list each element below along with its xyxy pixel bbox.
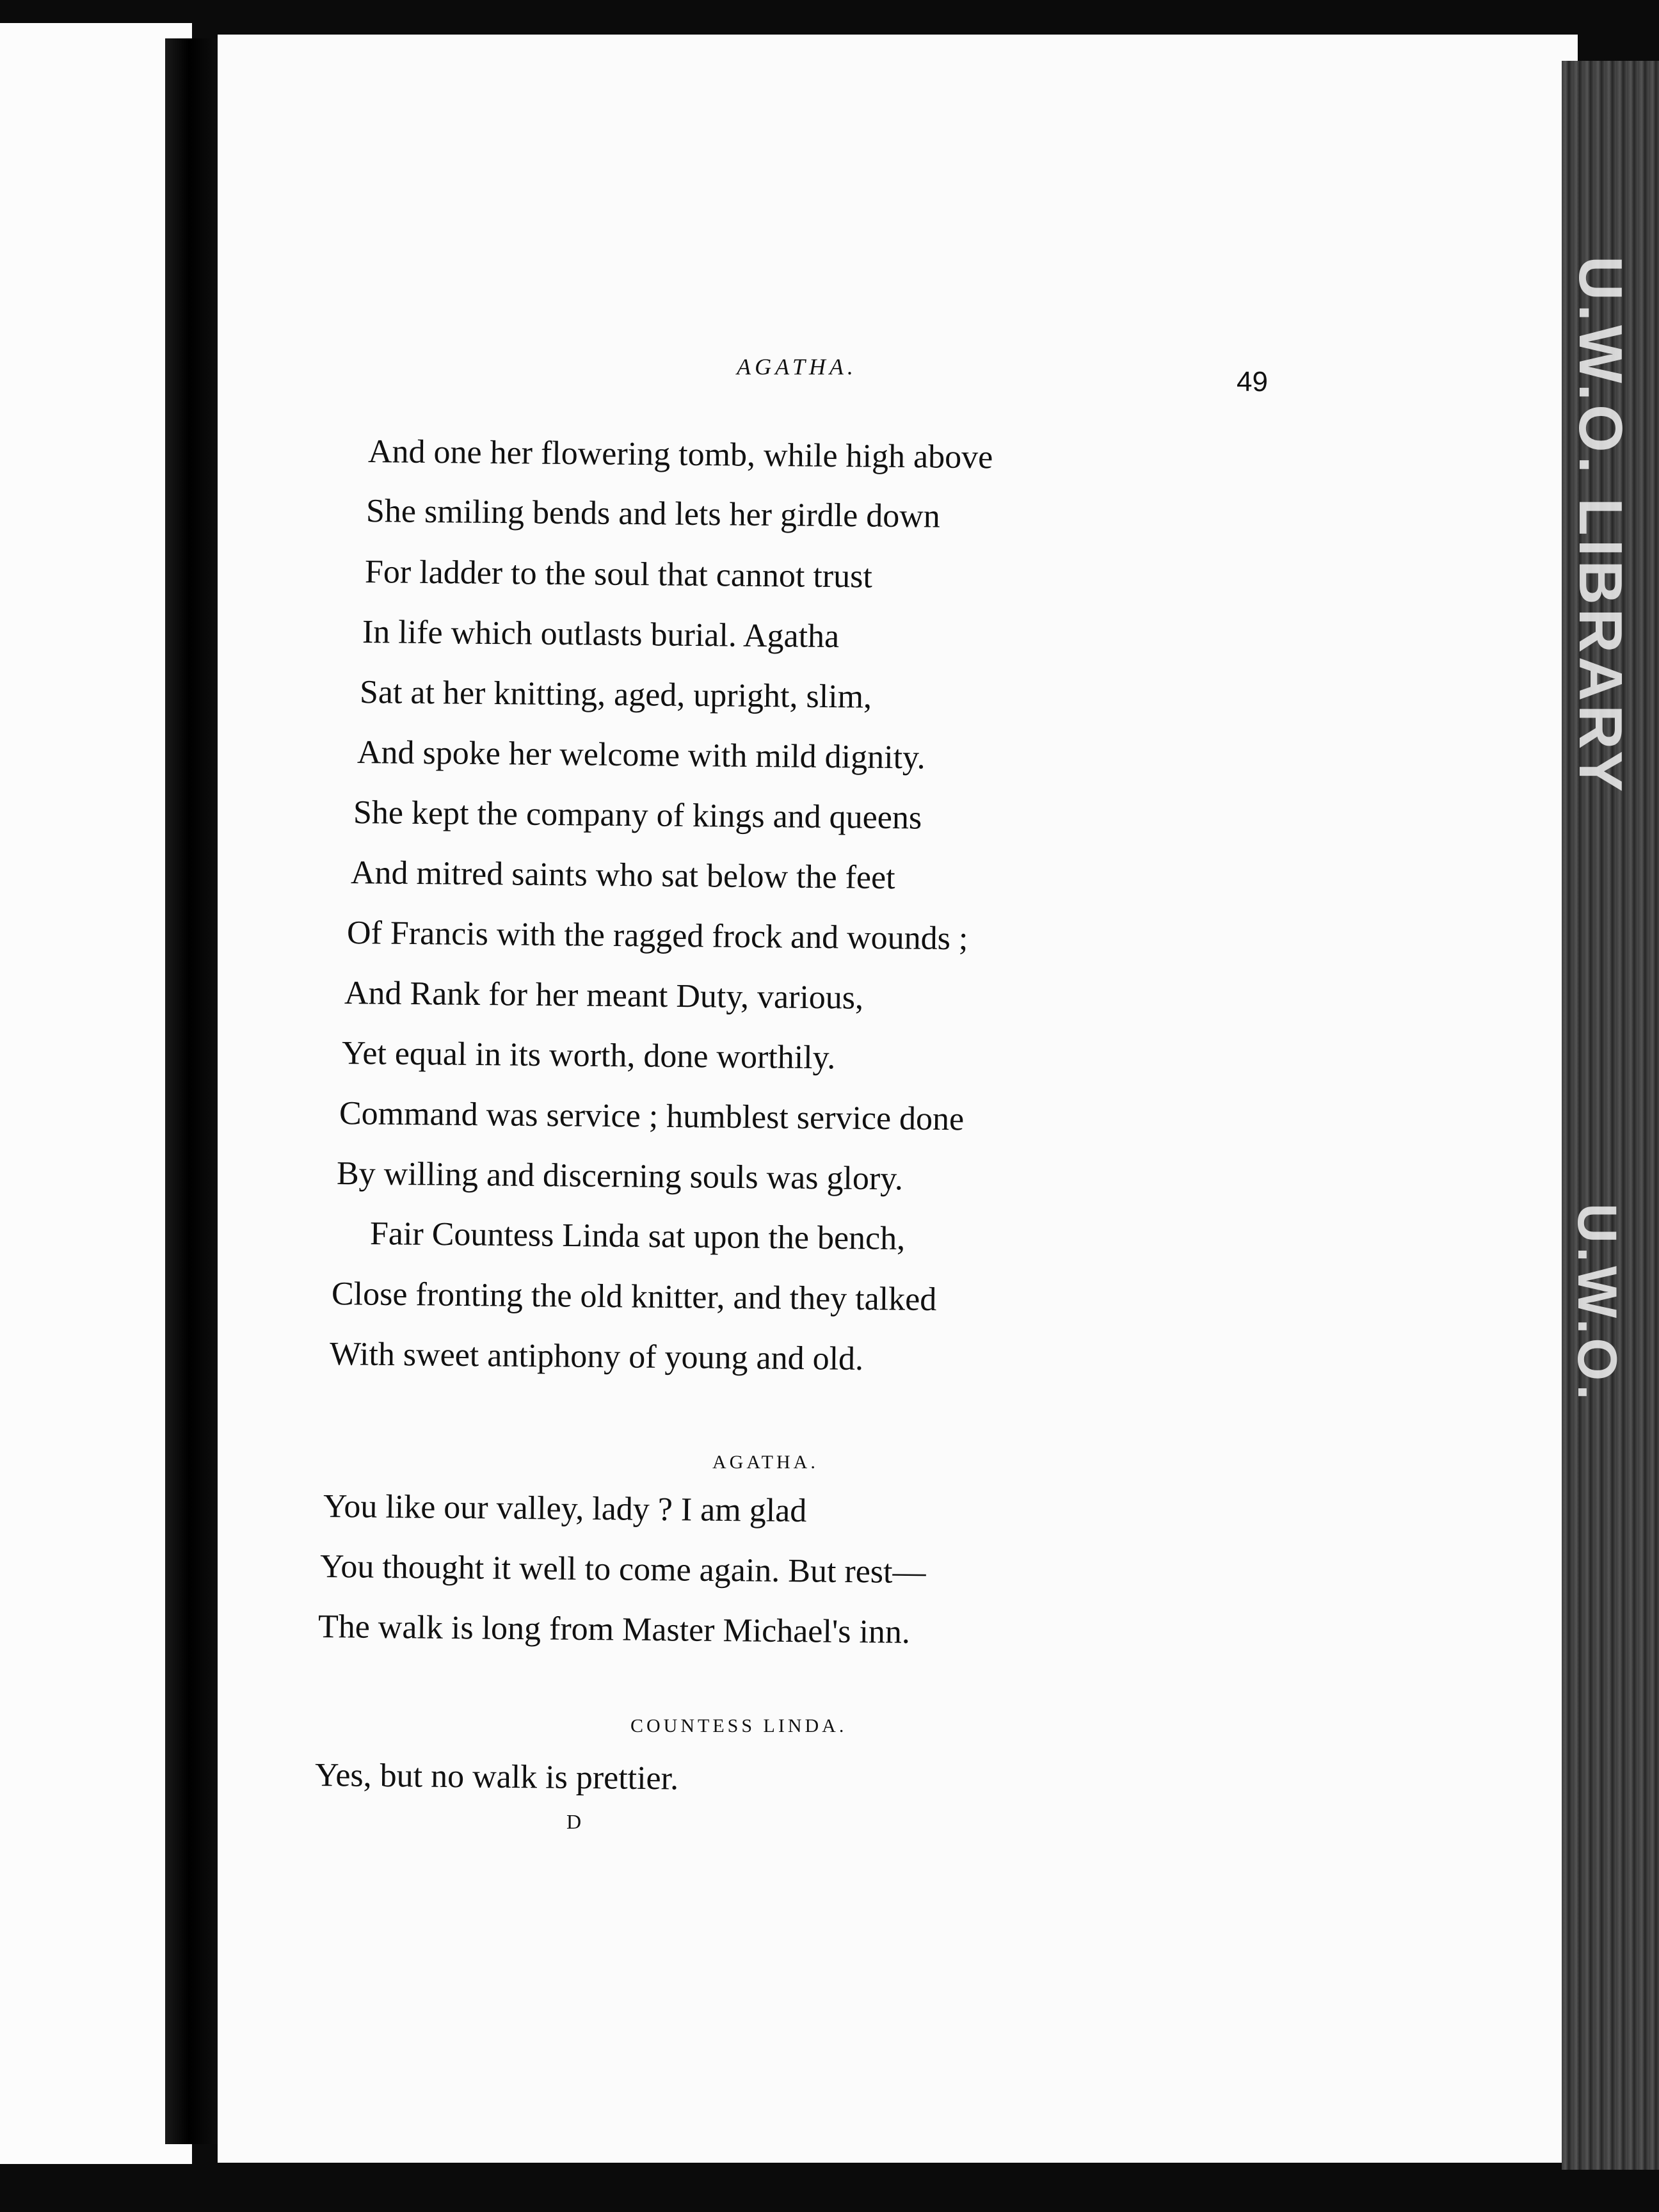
speaker-heading: COUNTESS LINDA. [630, 1715, 847, 1736]
verse-line: For ladder to the soul that cannot trust [364, 554, 873, 595]
verse-line: And spoke her welcome with mild dignity. [357, 734, 926, 776]
verse-line: And mitred saints who sat below the feet [350, 854, 895, 897]
verse-line: With sweet antiphony of young and old. [329, 1336, 864, 1378]
verse-line: Sat at her knitting, aged, upright, slim, [359, 674, 872, 716]
verse-line: The walk is long from Master Michael's inn. [317, 1608, 911, 1651]
verse-line: And Rank for her meant Duty, various, [344, 975, 864, 1016]
verse-line: She smiling bends and lets her girdle down [365, 493, 941, 535]
page-number: 49 [1237, 366, 1268, 397]
speaker-heading: AGATHA. [712, 1452, 819, 1473]
verse-line: By willing and discerning souls was glory. [336, 1155, 904, 1198]
verse-line: Yes, but no walk is prettier. [314, 1757, 679, 1797]
book-gutter [165, 38, 224, 2144]
verse-line: She kept the company of kings and queens [353, 794, 922, 837]
verse-line: And one her flowering tomb, while high above [367, 433, 993, 476]
verse-line: Yet equal in its worth, done worthily. [341, 1035, 836, 1077]
spine-stamp-top: U.W.O. LIBRARY [1566, 256, 1635, 796]
signature-mark: D [566, 1810, 582, 1833]
verse-line: Of Francis with the ragged frock and wounds ; [346, 915, 968, 958]
left-page [0, 23, 192, 2164]
verse-line: In life which outlasts burial. Agatha [362, 614, 840, 655]
verse-line: Command was service ; humblest service done [339, 1095, 965, 1138]
verse-line: You like our valley, lady ? I am glad [323, 1488, 807, 1530]
running-head: AGATHA. [737, 354, 857, 380]
verse-line: You thought it well to come again. But rest— [319, 1548, 926, 1591]
verse-line: Close fronting the old knitter, and they talked [331, 1276, 937, 1318]
verse-line: Fair Countess Linda sat upon the bench, [369, 1215, 906, 1258]
spine-stamp-lower: U.W.O. [1566, 1203, 1628, 1404]
